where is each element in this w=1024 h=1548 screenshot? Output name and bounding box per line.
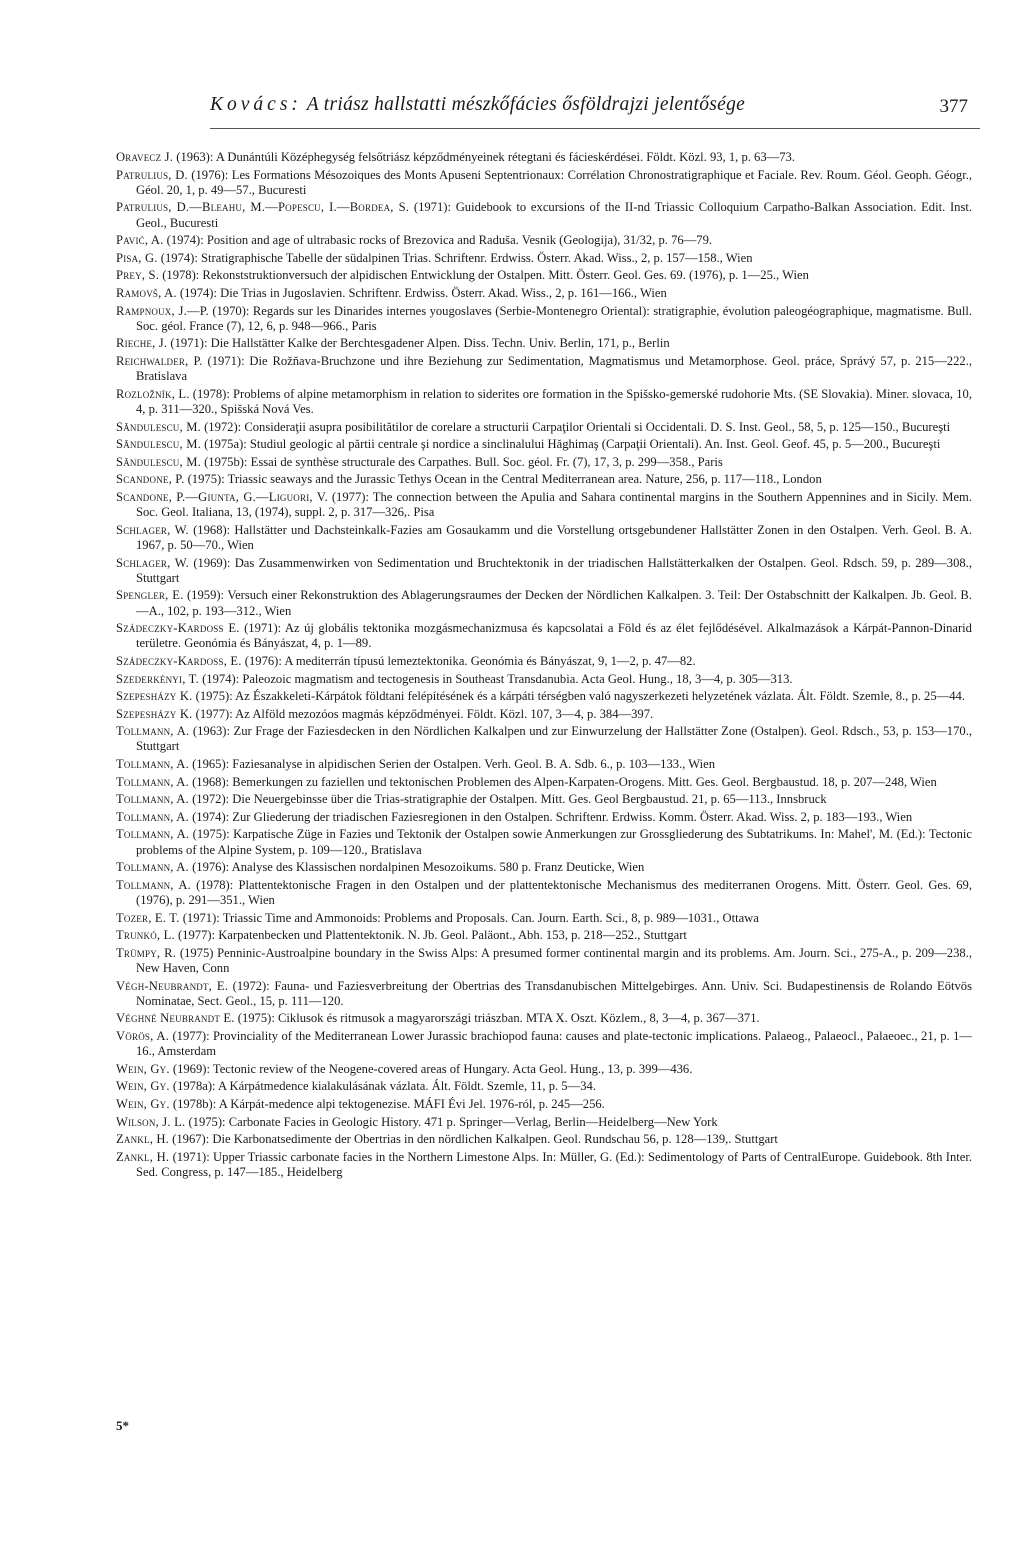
- reference-text: (1975): Triassic seaways and the Jurassic Tethys Ocean in the Central Mediterranean area. Nature, 256, p. 117—118., London: [184, 472, 822, 487]
- reference-entry: [116, 168, 972, 198]
- reference-text: (1978): Rekonststruktionversuch der alpidischen Entwicklung der Ostalpen. Mitt. Österr. Geol. Ges. 69. (1976), p. 1—25., Wien: [159, 268, 809, 283]
- reference-author: Ramovš, A.: [116, 285, 177, 300]
- reference-text: (1975): Carbonate Facies in Geologic History. 471 p. Springer—Verlag, Berlin—Heidelberg—New York: [185, 1114, 718, 1129]
- reference-author: Wein, Gy.: [116, 1079, 170, 1094]
- reference-text: (1975) Penninic-Austroalpine boundary in the Swiss Alps: A presumed former continental margin and its problems. Am. Journ. Sci., 275-A., p. 209—238., New Haven, Conn: [136, 945, 972, 976]
- reference-text: (1971): Die Rožňava-Bruchzone und ihre Beziehung zur Sedimentation, Magmatismus und Metamorphose. Geol. práce, Správý 57, p. 215—222., Bratislava: [136, 353, 972, 384]
- header-article-title: A triász hallstatti mészkőfácies ősföldrajzi jelentősége: [306, 94, 746, 115]
- reference-text: (1968): Bemerkungen zu faziellen und tektonischen Problemen des Alpen-Karpaten-Orogens. Mitt. Ges. Geol. Bergbaustud. 18, p. 207—248, Wien: [188, 774, 937, 789]
- reference-text: (1974): Paleozoic magmatism and tectogenesis in Southeast Transdanubia. Acta Geol. Hung., 18, 3—4, p. 305—313.: [198, 671, 793, 686]
- reference-entry: [116, 387, 972, 417]
- reference-text: (1971): Guidebook to excursions of the II-nd Triassic Colloquium Carpatho-Balkan Association. Edit. Inst. Geol., Bucuresti: [136, 200, 973, 230]
- reference-entry: [116, 672, 972, 687]
- reference-author: Tollmann, A.: [116, 757, 189, 772]
- reference-author: Zankl, H.: [116, 1132, 170, 1147]
- reference-text: (1976): Analyse des Klassischen nordalpinen Mesozoikums. 580 p. Franz Deuticke, Wien: [188, 860, 645, 875]
- reference-entry: [116, 946, 972, 976]
- reference-entry: [116, 827, 972, 857]
- reference-entry: [116, 420, 972, 435]
- page-number: 377: [939, 96, 968, 117]
- reference-author: Szepesházy K.: [116, 706, 193, 721]
- signature-mark: 5*: [116, 1418, 129, 1433]
- reference-text: (1974): Die Trias in Jugoslavien. Schriftenr. Erdwiss. Österr. Akad. Wiss., 2, p. 161—166., Wien: [176, 285, 667, 300]
- reference-text: (1972): Consideraţii asupra posibilitătilor de corelare a structurii Carpaţilor Orientali si Occidentali. D. S. Inst. Geol., 58, 5, p. 125—150., Bucureşti: [200, 419, 951, 434]
- reference-entry: [116, 792, 972, 807]
- reference-text: (1975b): Essai de synthèse structurale des Carpathes. Bull. Soc. géol. Fr. (7), 17, 3, p. 299—358., Paris: [200, 454, 723, 469]
- reference-text: (1968): Hallstätter und Dachsteinkalk-Fazies am Gosaukamm und die Vorstellung ortsgebundener Hallstätter Zonen in den Ostalpen. Verh. Geol. B. A. 1967, p. 50—70., Wien: [136, 522, 972, 552]
- reference-author: Rampnoux, J.—P.: [116, 303, 209, 318]
- reference-entry: [116, 336, 972, 351]
- reference-text: (1977): Provinciality of the Mediterranean Lower Jurassic brachiopod fauna: causes and plate-tectonic implications. Palaeog., Palaeocl., Palaeoec., 21, p. 1—16., Amsterdam: [136, 1029, 972, 1059]
- reference-text: (1963): Zur Frage der Faziesdecken in den Nördlichen Kalkalpen und zur Einwurzelung der Hallstätter Zone (Ostalpen). Geol. Rdsch., 53, p. 153—170., Stuttgart: [136, 724, 972, 754]
- reference-entry: [116, 437, 972, 452]
- reference-entry: [116, 654, 972, 669]
- reference-text: (1976): A mediterrán típusú lemeztektonika. Geonómia és Bányászat, 9, 1—2, p. 47—82.: [241, 653, 696, 668]
- reference-author: Tollmann, A.: [116, 860, 189, 875]
- reference-entry: [116, 911, 972, 926]
- header-author: Kovács:: [210, 94, 302, 115]
- reference-entry: [116, 775, 972, 790]
- reference-text: (1974): Stratigraphische Tabelle der südalpinen Trias. Schriftenr. Erdwiss. Österr. Akad. Wiss., 2, p. 157—158., Wien: [157, 250, 753, 265]
- reference-author: Tollmann, A.: [116, 724, 190, 739]
- reference-author: Patrulius, D.: [116, 167, 188, 182]
- reference-text: (1975): Karpatische Züge in Fazies und Tektonik der Ostalpen sowie Anmerkungen zur Grossgliederung des Subtatrikums. In: Mahel', M. (Ed.): Tectonic problems of the Alpine System, p. 109—120., Bratislava: [136, 827, 972, 857]
- reference-author: Oravecz J.: [116, 150, 174, 164]
- reference-author: Tollmann, A.: [116, 827, 190, 842]
- reference-entry: [116, 304, 972, 334]
- reference-text: (1977): Az Alföld mezozóos magmás képződményei. Földt. Közl. 107, 3—4, p. 384—397.: [192, 706, 654, 721]
- reference-author: Szederkényi, T.: [116, 671, 199, 686]
- reference-entry: [116, 150, 972, 165]
- reference-text: (1972): Die Neuergebinsse über die Trias-stratigraphie der Ostalpen. Mitt. Ges. Geol Bergbaustud. 21, p. 65—113., Innsbruck: [188, 792, 827, 807]
- reference-author: Spengler, E.: [116, 588, 184, 603]
- reference-entry: [116, 1115, 972, 1130]
- reference-entry: [116, 1029, 972, 1059]
- reference-entry: [116, 286, 972, 301]
- reference-author: Vörös, A.: [116, 1029, 170, 1044]
- reference-author: Tollmann, A.: [116, 774, 189, 789]
- reference-text: (1975): Ciklusok és ritmusok a magyarországi triászban. MTA X. Oszt. Közlem., 8, 3—4, p. 367—371.: [234, 1011, 760, 1026]
- reference-entry: [116, 928, 972, 943]
- reference-entry: [116, 251, 972, 266]
- reference-entry: [116, 621, 972, 651]
- reference-author: Végh-Neubrandt, E.: [116, 978, 229, 993]
- reference-entry: [116, 455, 972, 470]
- reference-text: (1959): Versuch einer Rekonstruktion des Ablagerungsraumes der Decken der Nördlichen Kalkalpen. 3. Teil: Der Ostabschnitt der Kalkalpen. Jb. Geol. B.—A., 102, p. 193—312., Wien: [136, 588, 972, 618]
- reference-author: Patrulius, D.—Bleahu, M.—Popescu, I.—Bordea, S.: [116, 200, 410, 215]
- reference-author: Schlager, W.: [116, 522, 189, 537]
- reference-author: Zankl, H.: [116, 1149, 170, 1164]
- reference-list: [116, 150, 972, 1183]
- reference-author: Szádeczky-Kardoss E.: [116, 621, 240, 636]
- reference-author: Pisa, G.: [116, 250, 158, 265]
- reference-author: Tollmann, A.: [116, 792, 189, 807]
- reference-entry: [116, 490, 972, 520]
- reference-text: (1967): Die Karbonatsedimente der Obertrias in den nördlichen Kalkalpen. Geol. Rundschau 56, p. 128—139,. Stuttgart: [169, 1132, 778, 1147]
- reference-author: Reichwalder, P.: [116, 353, 203, 368]
- reference-text: (1975): Az Északkeleti-Kárpátok földtani felépítésének és a kárpáti térségben való nagyszerkezeti helyzetének vázlata. Ált. Földt. Szemle, 8., p. 25—44.: [192, 689, 965, 704]
- reference-entry: [116, 810, 972, 825]
- reference-author: Prey, S.: [116, 268, 160, 283]
- reference-text: (1977): Karpatenbecken und Plattentektonik. N. Jb. Geol. Paläont., Abh. 153, p. 218—252., Stuttgart: [174, 928, 687, 943]
- reference-text: (1971): Upper Triassic carbonate facies in the Northern Limestone Alps. In: Müller, G. (Ed.): Sedimentology of Parts of CentralEurope. Guidebook. 8th Inter. Sed. Congress, p. 147—185., Heidelberg: [136, 1149, 972, 1179]
- reference-text: (1970): Regards sur les Dinarides internes yougoslaves (Serbie-Montenegro Oriental): stratigraphie, évolution paleogéographique, magmatisme. Bull. Soc. géol. France (7), 12, 6, p. 948—966., Paris: [136, 303, 972, 333]
- running-title: [210, 94, 745, 116]
- reference-author: Véghné Neubrandt E.: [116, 1011, 235, 1026]
- reference-author: Wein, Gy.: [116, 1061, 170, 1076]
- reference-author: Rieche, J.: [116, 336, 168, 351]
- reference-author: Pavić, A.: [116, 233, 164, 248]
- reference-author: Săndulescu, M.: [116, 437, 201, 452]
- reference-text: (1969): Das Zusammenwirken von Sedimentation und Bruchtektonik in der triadischen Hallstätterkalken der Ostalpen. Geol. Rdsch. 59, p. 289—308., Stuttgart: [136, 555, 972, 585]
- reference-text: (1977): The connection between the Apulia and Sahara continental margins in the Southern Appennines and in Sicily. Mem. Soc. Geol. Italiana, 13, (1974), suppl. 2, p. 317—326,. Pisa: [136, 489, 972, 520]
- reference-entry: [116, 233, 972, 248]
- reference-entry: [116, 200, 972, 230]
- reference-entry: [116, 979, 972, 1009]
- reference-text: (1965): Faziesanalyse in alpidischen Serien der Ostalpen. Verh. Geol. B. A. Sdb. 6., p. 103—133., Wien: [188, 757, 716, 772]
- reference-entry: [116, 757, 972, 772]
- reference-author: Wein, Gy.: [116, 1097, 170, 1111]
- reference-entry: [116, 1062, 972, 1077]
- reference-author: Tollmann, A.: [116, 877, 191, 892]
- reference-text: (1978b): A Kárpát-medence alpi tektogenezise. MÁFI Évi Jel. 1976-ról, p. 245—256.: [169, 1097, 605, 1111]
- reference-entry: [116, 724, 972, 754]
- reference-entry: [116, 707, 972, 722]
- reference-entry: [116, 1011, 972, 1026]
- reference-text: (1971): Die Hallstätter Kalke der Berchtesgadener Alpen. Diss. Techn. Univ. Berlin, 171, p., Berlin: [167, 336, 670, 351]
- reference-entry: [116, 1150, 972, 1180]
- reference-author: Trümpy, R.: [116, 945, 177, 960]
- reference-text: (1978a): A Kárpátmedence kialakulásának vázlata. Ált. Földt. Szemle, 11, p. 5—34.: [169, 1079, 596, 1094]
- reference-author: Tollmann, A.: [116, 809, 189, 824]
- reference-text: (1976): Les Formations Mésozoiques des Monts Apuseni Septentrionaux: Corrélation Chronostratigraphique et Faciale. Rev. Roum. Géol. Geoph. Géogr., Géol. 20, 1, p. 49—57., Bucuresti: [136, 167, 972, 197]
- reference-text: (1969): Tectonic review of the Neogene-covered areas of Hungary. Acta Geol. Hung., 13, p. 399—436.: [169, 1061, 693, 1076]
- reference-text: (1972): Fauna- und Faziesverbreitung der Obertrias des Transdanubischen Mittelgebirges. Ann. Univ. Sci. Budapestinensis de Rolando Eötvös Nominatae, Sect. Geol., 15, p. 111—120.: [136, 978, 972, 1008]
- reference-author: Scandone, P.: [116, 472, 185, 487]
- reference-text: (1978): Plattentektonische Fragen in den Ostalpen und der plattentektonische Mechanismus des mediterranen Orogens. Mitt. Österr. Geol. Ges. 69, (1976), p. 291—351., Wien: [136, 877, 972, 908]
- reference-text: (1975a): Studiul geologic al părtii centrale şi nordice a sinclinalului Hăghimaş (Carpaţii Orientali). An. Inst. Geol. Geof. 45, p. 5—200., Bucureşti: [200, 437, 941, 452]
- reference-entry: [116, 1132, 972, 1147]
- reference-entry: [116, 878, 972, 908]
- reference-author: Schlager, W.: [116, 555, 190, 570]
- reference-text: (1971): Az új globális tektonika mozgásmechanizmusa és kapcsolatai a Föld és az élet fejlődésével. Alkalmazások a Kárpát-Pannon-Dinarid területre. Geonómia és Bányászat, 4, p. 1—89.: [136, 621, 972, 651]
- reference-entry: [116, 1097, 972, 1112]
- reference-author: Wilson, J. L.: [116, 1114, 186, 1129]
- reference-entry: [116, 523, 972, 553]
- reference-author: Trunkó, L.: [116, 928, 175, 943]
- reference-author: Săndulescu, M.: [116, 419, 201, 434]
- reference-author: Scandone, P.—Giunta, G.—Liguori, V.: [116, 489, 328, 504]
- reference-text: (1978): Problems of alpine metamorphism in relation to siderites ore formation in the Spišsko-gemerské rudohorie Mts. (SE Slovakia). Miner. slovaca, 10, 4, p. 311—320., Spišská Nová Ves.: [136, 386, 972, 416]
- reference-text: (1974): Zur Gliederung der triadischen Faziesregionen in den Ostalpen. Schriftenr. Erdwiss. Komm. Österr. Akad. Wiss. 2, p. 183—193., Wien: [188, 809, 913, 824]
- reference-author: Szepesházy K.: [116, 689, 193, 704]
- reference-text: (1971): Triassic Time and Ammonoids: Problems and Proposals. Can. Journ. Earth. Sci., 8, p. 989—1031., Ottawa: [179, 910, 759, 925]
- reference-entry: [116, 556, 972, 586]
- reference-author: Tozer, E. T.: [116, 910, 180, 925]
- reference-entry: [116, 354, 972, 384]
- reference-entry: [116, 588, 972, 618]
- reference-entry: [116, 689, 972, 704]
- reference-entry: [116, 860, 972, 875]
- reference-author: Szádeczky-Kardoss, E.: [116, 653, 242, 668]
- reference-entry: [116, 268, 972, 283]
- reference-text: (1963): A Dunántúli Középhegység felsőtriász képződményeinek rétegtani és fácieskérdései. Földt. Közl. 93, 1, p. 63—73.: [173, 150, 795, 164]
- reference-entry: [116, 472, 972, 487]
- reference-author: Rozložník, L.: [116, 386, 190, 401]
- reference-author: Săndulescu, M.: [116, 454, 201, 469]
- reference-text: (1974): Position and age of ultrabasic rocks of Brezovica and Raduša. Vesnik (Geologija), 31/32, p. 76—79.: [163, 233, 713, 248]
- running-header: [210, 88, 980, 129]
- reference-entry: [116, 1079, 972, 1094]
